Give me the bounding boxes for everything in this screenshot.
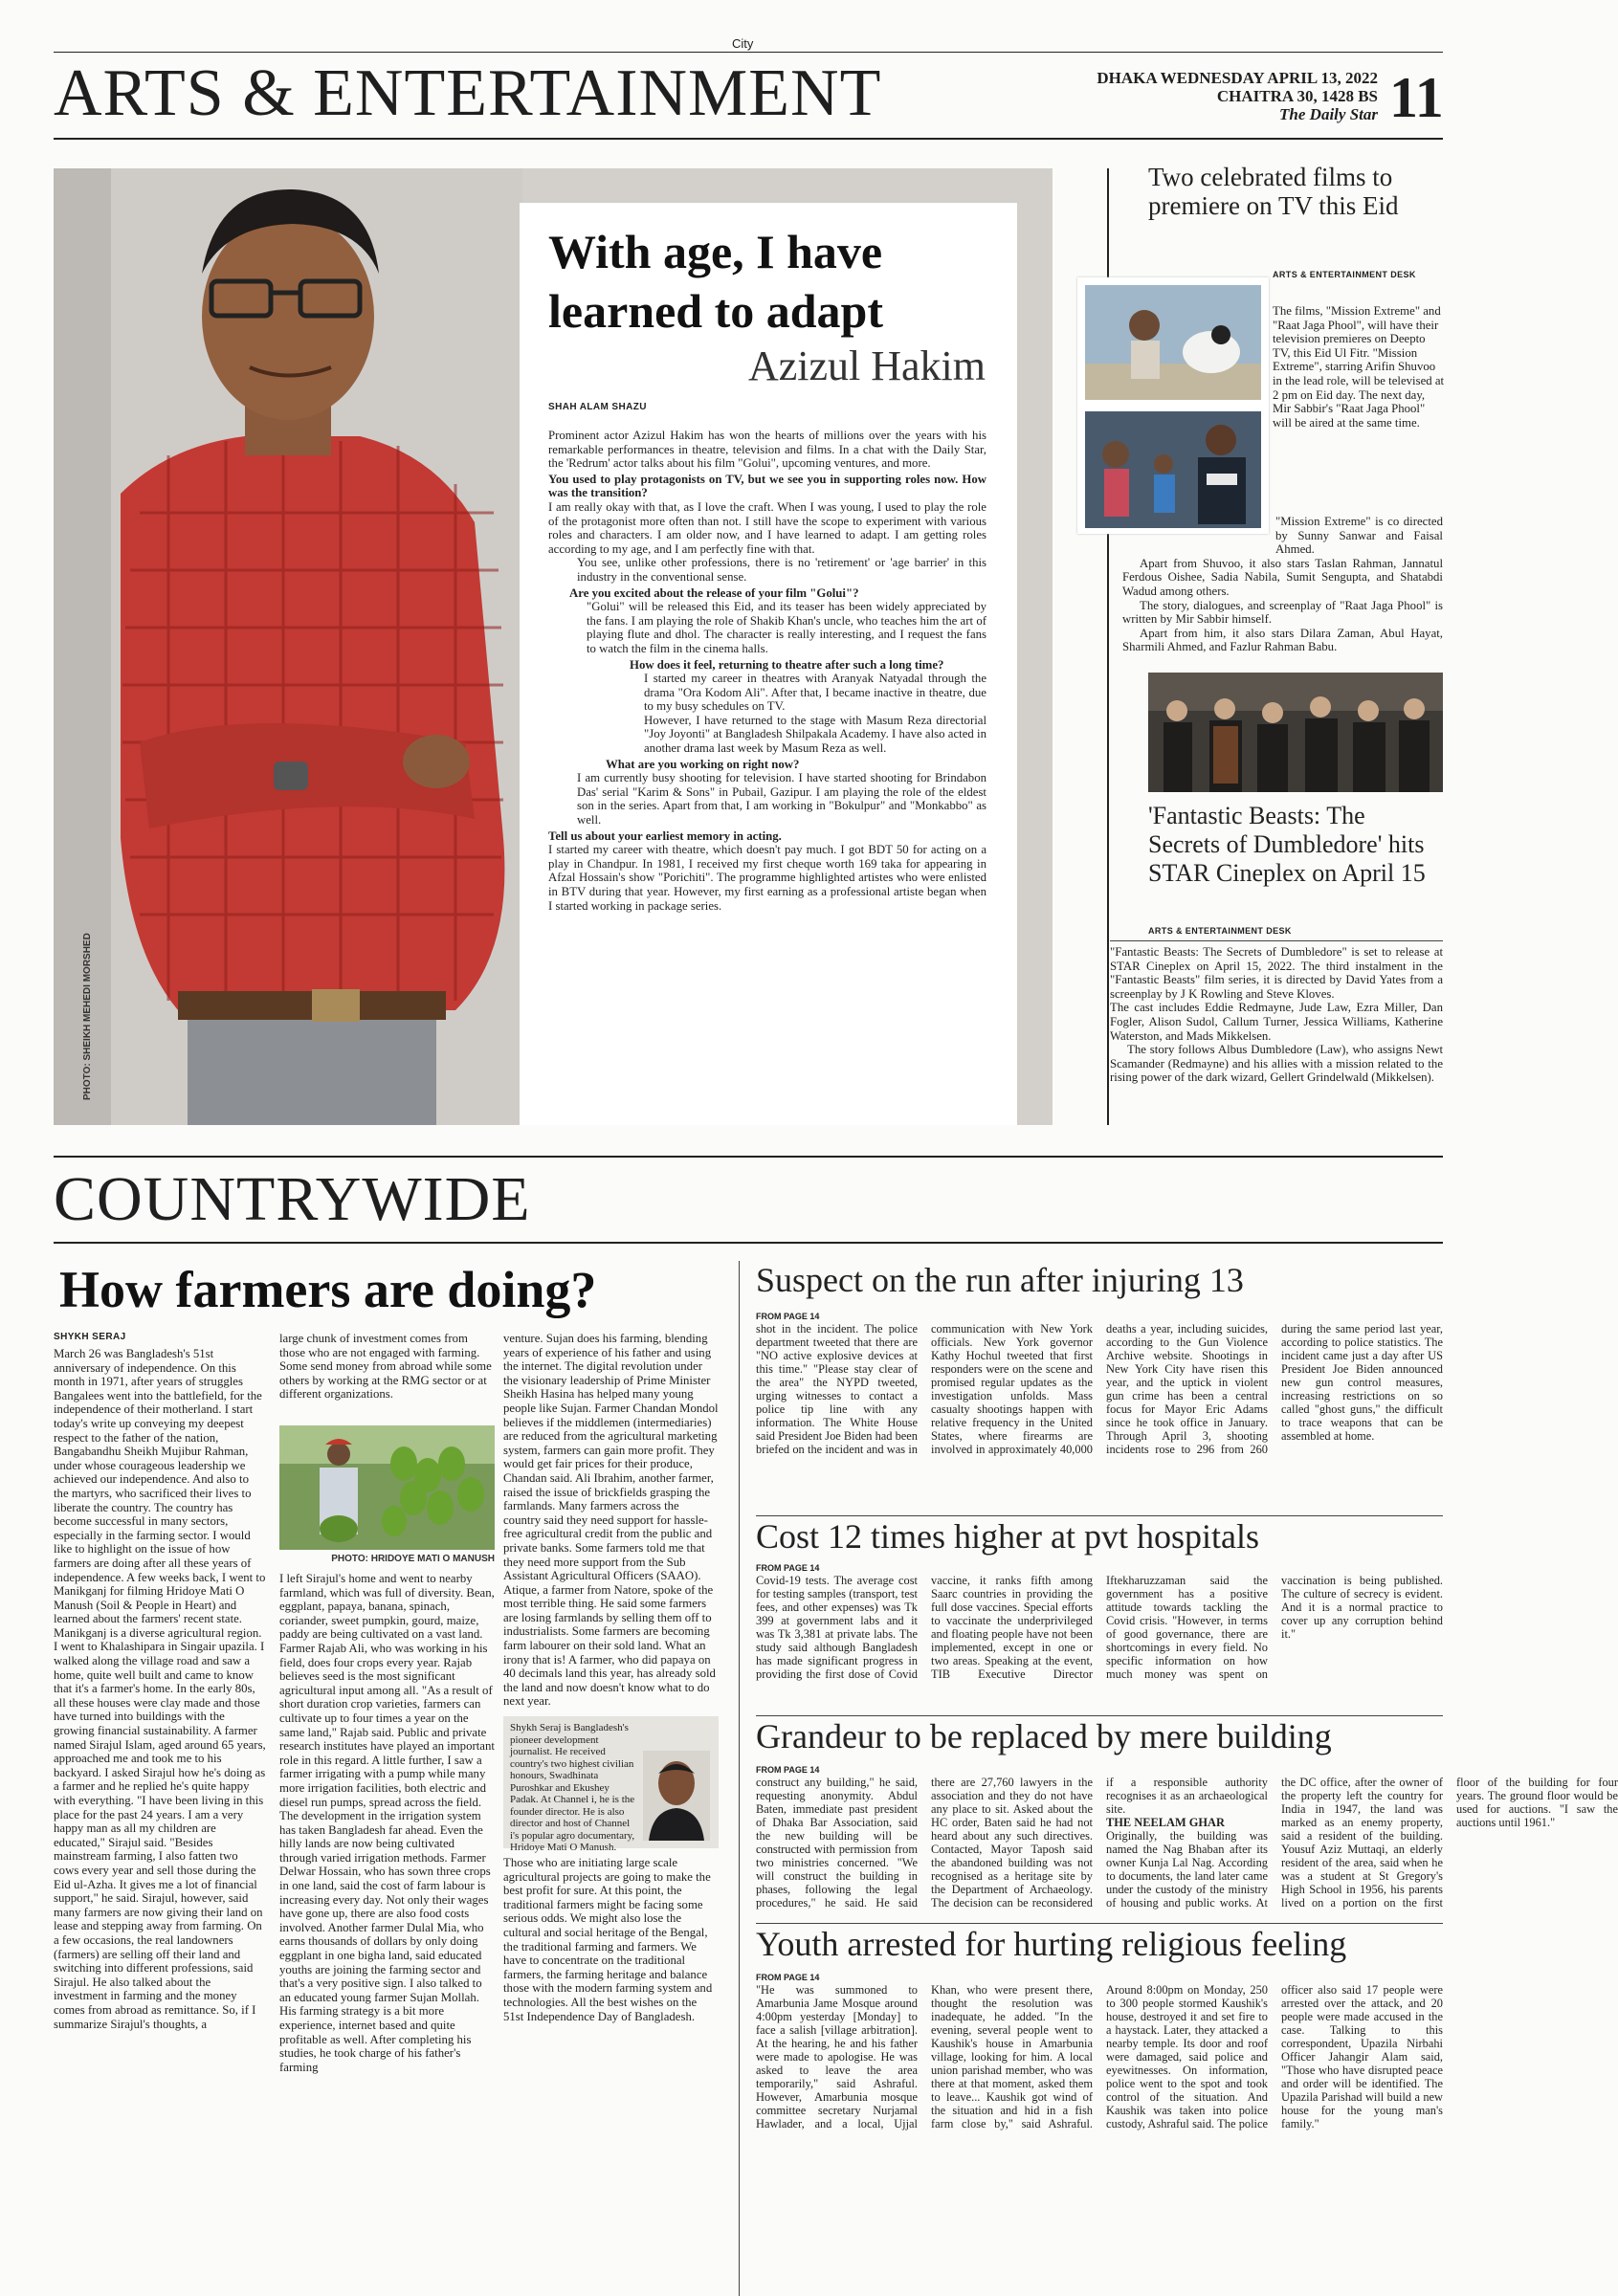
youth-body: "He was summoned to Amarbunia Jame Mosque around 4:00pm yesterday [Monday] to face a salish [village arbitration]. At the hearing, he and his father were made to apologise. He was asked to leave the area temporarily," said Ashraful. However, Amarbunia mosque committee secretary Nurjamal Hawlader, and a local, Ujjal Khan, who were present there, thought the resolution was inadequate, he added. "In the evening, several people went to Kaushik's house in Amarbunia village, looking for him. A local union parishad member, who was there at that moment, asked them to leave... Kaushik got wind of the situation and hid in a fish farm close by," said Ashraful. Around 8:00pm on Monday, 250 to 300 people stormed Kaushik's house, destroyed it and set fire to a haystack. Later, they attacked a nearby temple. Its door and roof were damaged, said police and eyewitnesses. On information, police went to the spot and took control of the situation. And Kaushik was taken into police custody, Ashraful said. The police officer also said 17 people were arrested over the attack, and 20 people were made accused in the case. Talking to this correspondent, Upazila Nirbahi Officer Jahangir Alam said, "Those who have disrupted peace and order will be identified. The Upazila Parishad will build a new house for the young man's family." <box>756 1983 1443 2130</box>
farmer-papaya-photo <box>279 1425 495 1550</box>
question-4: What are you working on right now? <box>606 757 800 771</box>
tv-story-p2: "Mission Extreme" is co directed by Sunny Sanwar and Faisal Ahmed. <box>1275 515 1443 557</box>
farmers-col-2b: I left Sirajul's home and went to nearby farmland, which was full of diversity. Bean, eggplant, papaya, banana, spinach, coriander, sweet pumpkin, gourd, maize, paddy are being cultivated on a vast land. Farmer Rajab Ali, who was working in his field, does four crops every year. Rajab believes seed is the most significant agricultural input among all. "As a result of short duration crop varieties, farmers can cultivate up to four times a year on the same land," Rajab said. Public and private research institutes have played an important role in this regard. A little further, I saw a farmer irrigating with a pump while many more irrigation facilities, both electric and diesel run pumps, spread across the field. The development in the irrigation system has taken Bangladesh far ahead. Even the hilly lands are now being cultivated through varied irrigation methods. Farmer Delwar Hossain, who has sown three crops in one land, said the cost of farm labour is increasing every day. Not only their wages have gone up, there are also food costs involved. Another farmer Dulal Mia, who earns thousands of dollars by only doing eggplant in one bigha land, said educated youths are joining the farming sector and that's a very positive sign. I also talked to an educated young farmer Sujan Mollah. His farming strategy is a bit more experience, internet based and quite profitable as well. After completing his studies, he took charge of his father's farming <box>279 1572 495 2074</box>
grandeur-subhead: THE NEELAM GHAR <box>1106 1816 1225 1829</box>
masthead-rule <box>54 138 1443 140</box>
farmers-col-1: March 26 was Bangladesh's 51st anniversary of independence. On this month in 1971, after years of struggles Bangalees went into the battlefield, for the independence of their motherland. I start today's write up conveying my deepest respect to the father of the nation, Bangabandhu Sheikh Mujibur Rahman, under whose courageous leadership we achieved our independence. And also to the martyrs, who sacrificed their lives to liberate the country. The country has become successful in many sectors, especially in the farming sector. I would like to highlight on the issue of how farmers are doing after all these years of independence. A few weeks back, I went to Manikganj for filming Hridoye Mati O Manush (Soil & People in Heart) and learned about the farmers' recent state. Manikganj is a diverse agricultural region. I went to Khalashipara in Singair upazila. I walked along the village road and saw a home, quite well built and came to know that it's a farmer's home. In the early 80s, all these houses were clay made and those have turned into buildings with the growing financial sustainability. A farmer named Sirajul Islam, aged around 65 years, approached me and took me to his backyard. I asked Sirajul how he's doing as a farmer and he replied he's quite happy with everything. "I have been living in this place for the past 24 years. I am a very happy man as all my children are educated," Sirajul said. "Besides mainstream farming, I also fatten two cows every year and sell those during the Eid ul-Azha. It gives me a lot of financial support," he said. Sirajul, however, said many farmers are now giving their land on lease and stepping away from farming. On a few occasions, the real landowners (farmers) are selling off their land and switching into different professions, said Sirajul. He also talked about the investment in farming and the money comes from abroad as remittance. So, if I summarize Sirajul's thoughts, a <box>54 1347 266 2031</box>
fantastic-beasts-still <box>1148 673 1443 792</box>
suspect-headline: Suspect on the run after injuring 13 <box>756 1261 1244 1299</box>
section-title: ARTS & ENTERTAINMENT <box>54 56 882 130</box>
interviewee-name: Azizul Hakim <box>747 342 986 389</box>
question-5: Tell us about your earliest memory in acting. <box>548 828 782 843</box>
section-label: City <box>732 36 754 51</box>
cost-rule <box>756 1715 1443 1716</box>
top-rule <box>54 52 1443 53</box>
answer-1: I am really okay with that, as I love the craft. When I was young, I used to play the role of the protagonist more often than not. I still have the scope to experiment with various roles and characters. I am older now, and I have learned to adapt. I am getting roles according to my age, and I am perfectly fine with that. <box>548 499 986 556</box>
azizul-hakim-photo <box>54 168 522 1125</box>
interview-byline: SHAH ALAM SHAZU <box>548 402 647 412</box>
farmers-col-2a: large chunk of investment comes from those who are not engaged with farming. Some send money from abroad while some others by working at the RMG sector or at different organizations. <box>279 1332 492 1402</box>
fb-story-p3: The story follows Albus Dumbledore (Law), who assigns Newt Scamander (Redmayne) and his allies with a mission related to the rising power of the dark wizard, Gellert Grindelwald (Mikkelsen). <box>1110 1043 1443 1085</box>
paper-logo: The Daily Star <box>1279 105 1378 123</box>
answer-2: "Golui" will be released this Eid, and its teaser has been widely appreciated by the fans. I am playing the role of Shakib Khan's uncle, who teaches him the art of playing flute and dhol. The character is really interesting, and I request the fans to watch the film in the cinema halls. <box>587 600 986 655</box>
tv-story-byline: ARTS & ENTERTAINMENT DESK <box>1273 270 1416 279</box>
farmers-col-3b: Those who are initiating large scale agricultural projects are going to make the best profit for sure. At this point, the traditional farmers might be facing some serious odds. We might also lose the cultural and social heritage of the Bengal, the traditional farming and farmers. We have to concentrate on the traditional farmers, the farming heritage and balance those with the modern farming system and technologies. All the best wishes on the 51st Independence Day of Bangladesh. <box>503 1856 713 2023</box>
interview-headline-line2: learned to adapt <box>548 284 883 338</box>
grandeur-text-2: Originally, the building was named the Nag Bhaban after its owner Kunja Lal Nag. According to documents, the land later came under the custody of the ministry of housing and public works. At the DC office, after the owner of the property left the country for India in 1947, the land was marked as an enemy property, said a resident of the building. Yousuf Aziz Muttaqi, an elderly resident of the area, said when he was a student at St Gregory's High School in 1956, his parents lived on a portion on the first floor of the building for four years. The ground floor would be used for auctions. "I saw the auctions until 1961." <box>1106 1776 1618 1910</box>
youth-from: FROM PAGE 14 <box>756 1973 820 1982</box>
youth-headline: Youth arrested for hurting religious feeling <box>756 1925 1347 1963</box>
farmers-photo-credit: PHOTO: HRIDOYE MATI O MANUSH <box>331 1554 495 1564</box>
cost-body: Covid-19 tests. The average cost for testing samples (transport, test fees, and other expenses) was Tk 399 at government labs and it was Tk 3,381 at private labs. The study said although Bangladesh has made significant progress in providing the first dose of Covid vaccine, it ranks fifth among Saarc countries in providing the full dose vaccines. Special efforts to vaccinate the underprivileged and floating people have not been implemented, except in one or two areas. Speaking at the event, TIB Executive Director Iftekharuzzaman said the government has a positive attitude towards tackling the Covid crisis. "However, in terms of good governance, there are shortcomings in every field. No specific information on how much money was spent on vaccination is being published. The culture of secrecy is evident. And it is a normal practice to cover up any corruption behind it." <box>756 1574 1443 1681</box>
fb-story-byline: ARTS & ENTERTAINMENT DESK <box>1148 926 1292 936</box>
suspect-rule <box>756 1515 1443 1516</box>
answer-5: I started my career with theatre, which doesn't pay much. I got BDT 50 for acting on a play in Chandpur. In 1981, I received my first cheque worth 169 taka for appearing in Afzal Hossain's show "Porichiti". The programme highlighted artistes who were enlisted in BTV during that year. However, my first earning as a professional artiste began when I started working in package series. <box>548 843 986 913</box>
question-1: You used to play protagonists on TV, but we see you in supporting roles now. How was the transition? <box>548 472 986 500</box>
countrywide-divider <box>739 1261 740 2296</box>
tv-story-p3: Apart from Shuvoo, it also stars Taslan Rahman, Jannatul Ferdous Oishee, Sadia Nabila, Sumit Sengupta, and Shatabdi Wadud among others. <box>1122 556 1443 598</box>
grandeur-rule <box>756 1923 1443 1924</box>
answer-3b: However, I have returned to the stage with Masum Reza directorial "Joy Joyonti" at Bangladesh Shilpakala Academy. I have also acted in another drama last week by Masum Reza as well. <box>644 713 986 756</box>
author-photo <box>643 1751 710 1841</box>
answer-1b: You see, unlike other professions, there is no 'retirement' or 'age barrier' in this industry in the conventional sense. <box>577 556 986 584</box>
interview-headline-line1: With age, I have <box>548 225 883 278</box>
tv-story-intro: The films, "Mission Extreme" and "Raat Jaga Phool", will have their television premieres on Deepto TV, this Eid Ul Fitr. "Mission Extreme", starring Arifin Shuvoo in the lead role, will be televised at 2 pm on Eid day. The next day, Mir Sabbir's "Raat Jaga Phool" will be aired at the same time. <box>1273 304 1445 430</box>
tv-story-headline: Two celebrated films to premiere on TV this Eid <box>1148 163 1399 220</box>
date-gregorian: DHAKA WEDNESDAY APRIL 13, 2022 <box>1097 69 1378 87</box>
countrywide-top-rule <box>54 1156 1443 1158</box>
farmers-byline: SHYKH SERAJ <box>54 1332 126 1342</box>
interview-intro: Prominent actor Azizul Hakim has won the hearts of millions over the years with his remarkable performances in theatre, television and films. In a chat with the Daily Star, the 'Redrum' actor talks about his film "Golui", upcoming ventures, and more. <box>548 429 986 471</box>
fb-story-headline: 'Fantastic Beasts: The Secrets of Dumbledore' hits STAR Cineplex on April 15 <box>1148 802 1426 887</box>
farmers-col-3a: venture. Sujan does his farming, blending years of experience of his father and using the internet. The digital revolution under the visionary leadership of Prime Minister Sheikh Hasina has helped many young people like Sujan. Farmer Chandan Mondol believes if the middlemen (intermediaries) are reduced from the agricultural marketing system, farmers can gain more profit. They would get fair prices for their produce, Chandan said. Ali Ibrahim, another farmer, raised the issue of brickfields grasping the farmlands. Many farmers across the country said they need support for hassle-free agricultural credit from the public and private banks. Some farmers told me that they need more support from the Sub Assistant Agricultural Officers (SAAO). Atique, a farmer from Natore, spoke of the most terrible thing. He said some farmers are losing farmlands by selling them off to industrialists. Some farmers are becoming farm labourer on their sold land. What an irony that is! A farmer, who did papaya on 40 decimals land this year, has already sold the land and now doesn't know what to do next year. <box>503 1332 719 1709</box>
fb-story-p1: "Fantastic Beasts: The Secrets of Dumbledore" is set to release at STAR Cineplex on April 15, 2022. The third instalment in the "Fantastic Beasts" film series, it is directed by David Yates from a screenplay by J K Rowling and Steve Kloves. <box>1110 945 1443 1001</box>
page-number: 11 <box>1389 66 1444 129</box>
question-2: Are you excited about the release of your film "Golui"? <box>569 585 859 600</box>
fb-story-p2: The cast includes Eddie Redmayne, Jude Law, Ezra Miller, Dan Fogler, Alison Sudol, Callum Turner, Jessica Williams, Katherine Waterston, and Mads Mikkelsen. <box>1110 1001 1443 1043</box>
cost-from: FROM PAGE 14 <box>756 1563 820 1573</box>
grandeur-headline: Grandeur to be replaced by mere building <box>756 1717 1332 1755</box>
answer-4: I am currently busy shooting for television. I have started shooting for Brindabon Das' serial "Karim & Sons" in Pubail, Gazipur. I am playing the role of the eldest son in the series. Apart from that, I am working in "Bokulpur" and "Monkabbo" as well. <box>577 771 986 828</box>
tv-story-photo-frame <box>1077 277 1269 534</box>
farmers-headline: How farmers are doing? <box>59 1261 597 1318</box>
tv-story-body <box>1122 515 1443 654</box>
grandeur-text: construct any building," he said, requesting anonymity. Abdul Baten, immediate past president of Dhaka Bar Association, said the new building will be constructed with permission from two ministries concerned. "We will construct the building in phases, following the legal procedures," he said. He said there are 27,760 lawyers in the association and they do not have any place to sit. Asked about the HC order, Baten said he had not heard about any such directives. Contacted, Mayor Taposh said the abandoned building was not recognised as a heritage site by the Department of Archaeology. The decision can be reconsidered if a responsible authority recognises it as an archaeological site. <box>756 1776 1268 1910</box>
dateline <box>1053 69 1378 123</box>
author-bio: Shykh Seraj is Bangladesh's pioneer development journalist. He received country's two highest civilian honours, Swadhinata Puroshkar and Ekushey Padak. At Channel i, he is the founder director. He is also director and host of Channel i's popular agro documentary, Hridoye Mati O Manush. <box>510 1722 635 1853</box>
date-bangla: CHAITRA 30, 1428 BS <box>1216 87 1378 105</box>
interview-body <box>548 429 986 913</box>
grandeur-from: FROM PAGE 14 <box>756 1765 820 1775</box>
countrywide-bottom-rule <box>54 1242 1443 1244</box>
question-3: How does it feel, returning to theatre after such a long time? <box>630 657 944 672</box>
interview-photo-credit: PHOTO: SHEIKH MEHEDI MORSHED <box>82 933 93 1100</box>
grandeur-body <box>756 1776 1618 1921</box>
countrywide-title: COUNTRYWIDE <box>54 1164 531 1234</box>
fb-story-rule <box>1110 940 1443 941</box>
tv-story-p4: The story, dialogues, and screenplay of "Raat Jaga Phool" is written by Mir Sabbir himself. <box>1122 598 1443 627</box>
suspect-from: FROM PAGE 14 <box>756 1312 820 1321</box>
fb-story-body <box>1110 945 1443 1085</box>
film-posters-image <box>1077 277 1269 534</box>
suspect-body: shot in the incident. The police department tweeted that there are "NO active explosive devices at this time." "Please stay clear of the area" the NYPD tweeted, urging witnesses to contact a police tip line with any information. The White House said President Joe Biden had been briefed on the incident and was in communication with New York officials. New York governor Kathy Hochul tweeted that first responders were on the scene and promised regular updates as the investigation unfolds. Mass casualty shootings happen with relative frequency in the United States, where firearms are involved in approximately 40,000 deaths a year, including suicides, according to the Gun Violence Archive website. Shootings in New York City have risen this year, and the uptick in violent gun crime has been a central focus for Mayor Eric Adams since he took office in January. Through April 3, shooting incidents rose to 296 from 260 during the same period last year, according to police statistics. The incident came just a day after US President Joe Biden announced new gun control measures, increasing restrictions on so called "ghost guns," the difficult to trace weapons that can be assembled at home. <box>756 1322 1443 1456</box>
tv-story-p5: Apart from him, it also stars Dilara Zaman, Abul Hayat, Sharmili Ahmed, and Fazlur Rahman Babu. <box>1122 626 1443 654</box>
cost-headline: Cost 12 times higher at pvt hospitals <box>756 1517 1259 1556</box>
interview-headline <box>548 222 883 341</box>
answer-3: I started my career in theatres with Aranyak Natyadal through the drama "Ora Kodom Ali". After that, I became inactive in theatre, due to my busy schedules on TV. <box>644 672 986 714</box>
